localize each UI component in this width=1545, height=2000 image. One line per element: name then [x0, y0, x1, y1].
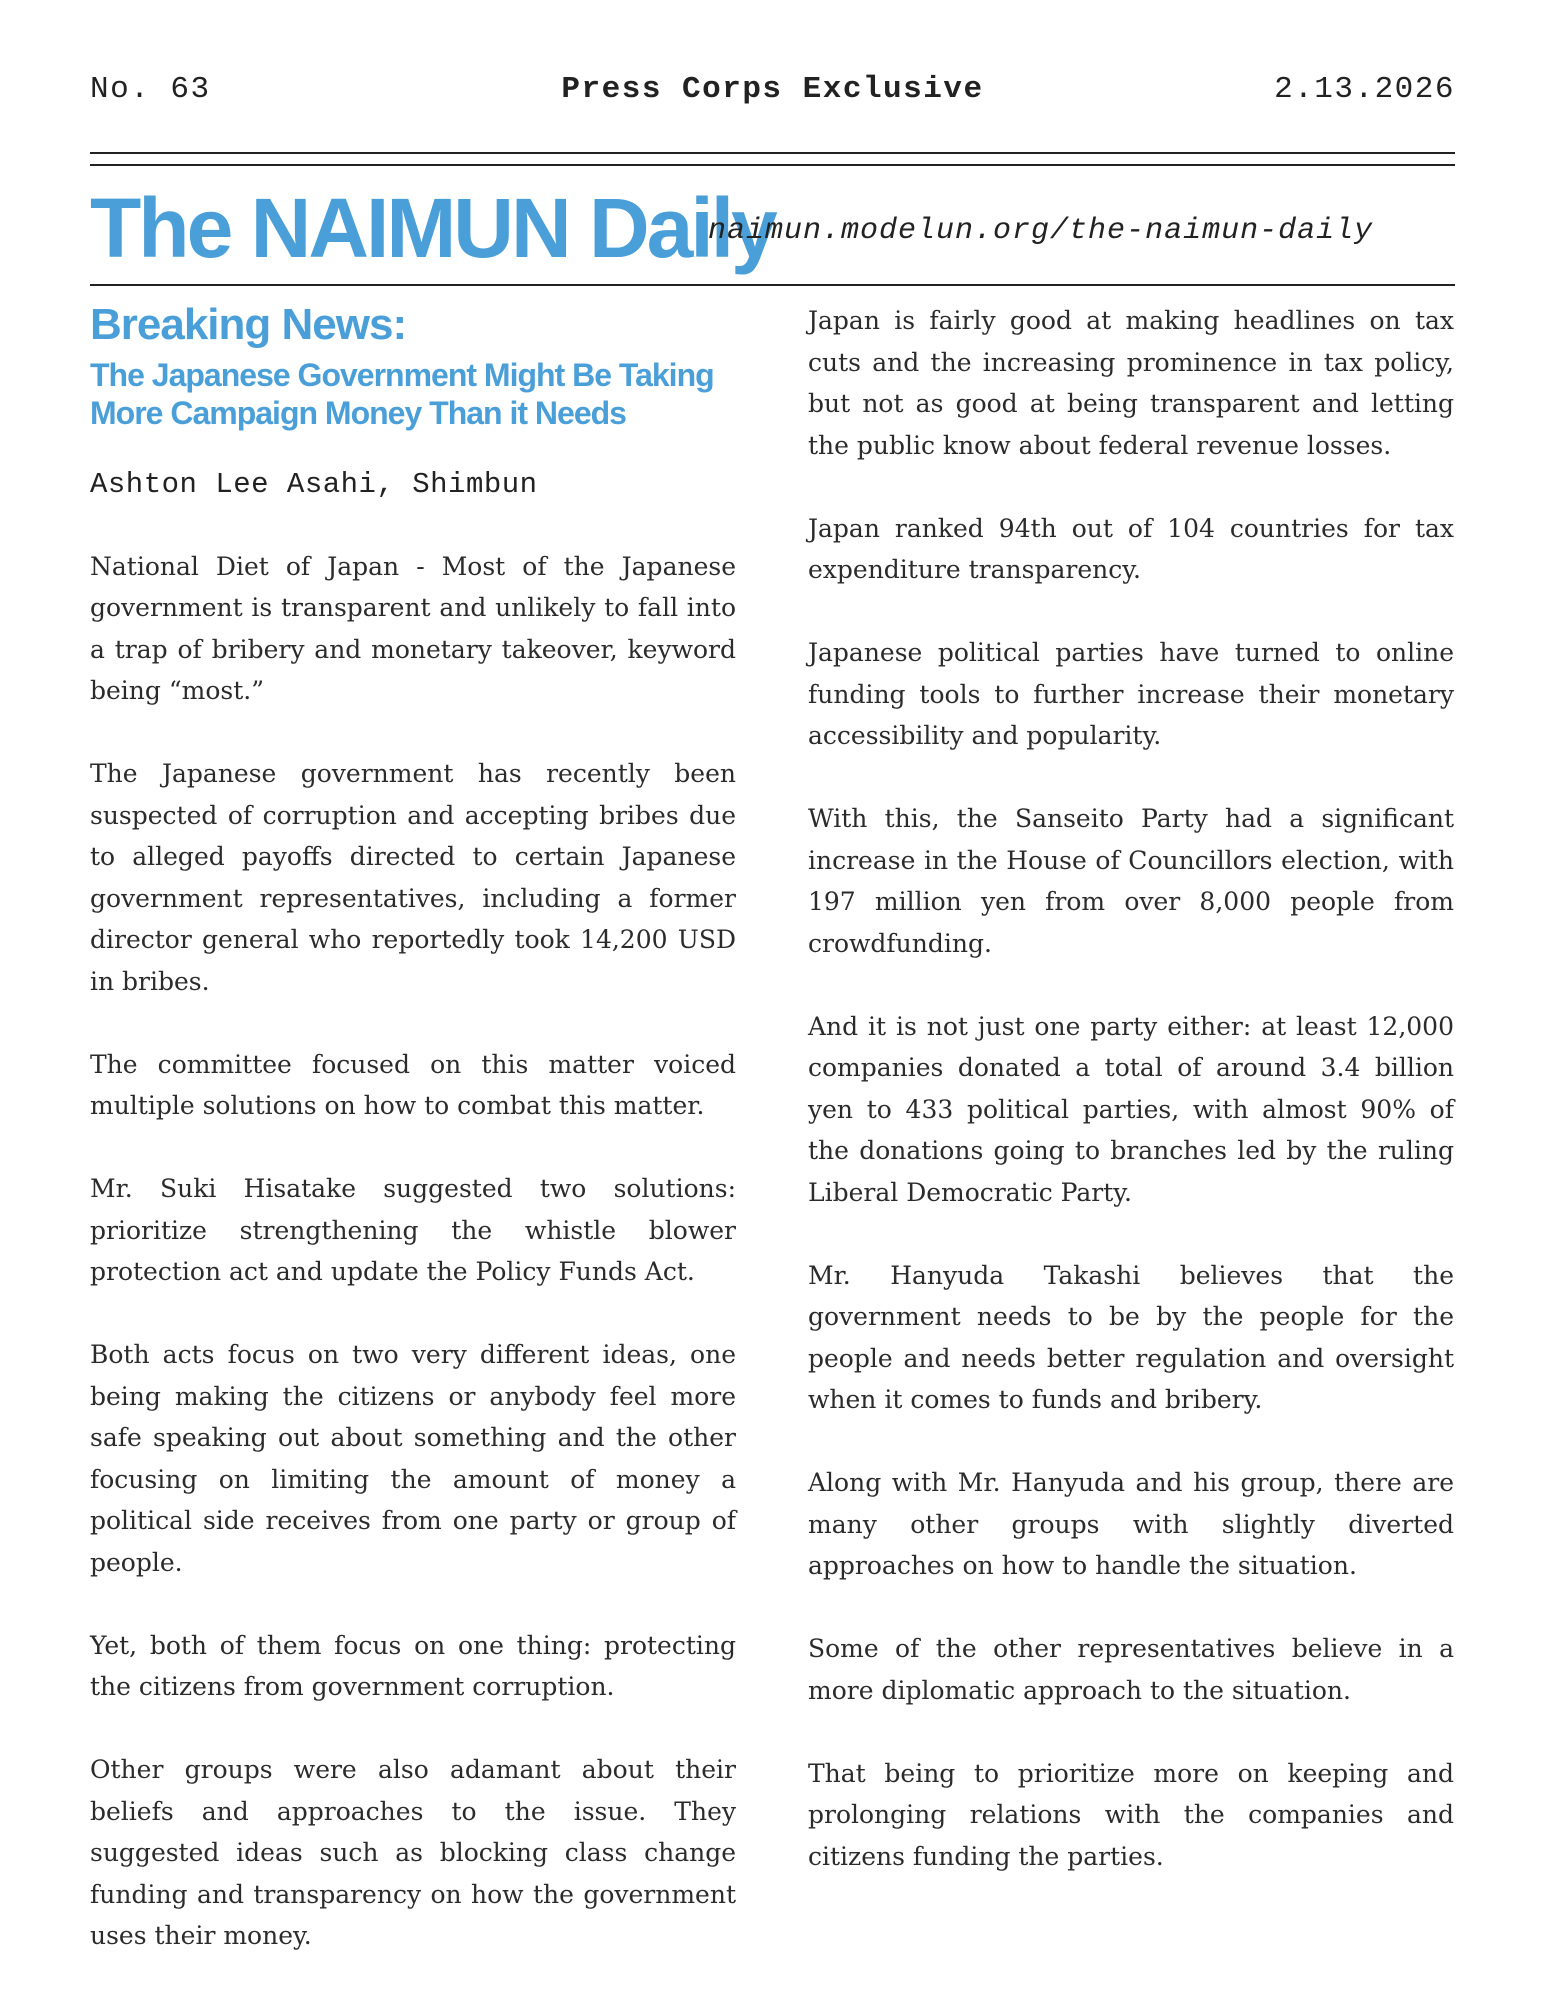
paragraph: The committee focused on this matter voiced multiple solutions on how to combat this matter.	[90, 1049, 736, 1120]
paragraph: Japan ranked 94th out of 104 countries for tax expenditure transparency.	[808, 513, 1454, 584]
issue-date: 2.13.2026	[1274, 72, 1455, 107]
top-divider	[90, 152, 1455, 154]
newspaper-title: The NAIMUN Daily	[90, 181, 775, 275]
left-column	[90, 300, 736, 1998]
paragraph: Other groups were also adamant about their beliefs and approaches to the issue. They suggested ideas such as blocking class change funding and transparency on how the government uses their money.	[90, 1755, 736, 1950]
paragraph: Some of the other representatives believe in a more diplomatic approach to the situation.	[808, 1634, 1454, 1705]
byline: Ashton Lee Asahi, Shimbun	[90, 468, 538, 501]
newspaper-page	[90, 0, 1455, 2000]
paragraph: With this, the Sanseito Party had a significant increase in the House of Councillors election, with 197 million yen from over 8,000 people from crowdfunding.	[808, 804, 1454, 958]
paragraph: And it is not just one party either: at least 12,000 companies donated a total of around 3.4 billion yen to 433 political parties, with almost 90% of the donations going to branches led by the ruling Liberal Democratic Party.	[808, 1011, 1454, 1207]
paragraph: Japan is fairly good at making headlines on tax cuts and the increasing prominence in tax policy, but not as good at being transparent and letting the public know about federal revenue losses.	[808, 306, 1454, 460]
paragraph: Yet, both of them focus on one thing: protecting the citizens from government corruption.	[90, 1630, 736, 1701]
newspaper-url: naimun.modelun.org/the-naimun-daily	[708, 214, 1374, 248]
paragraph: Mr. Suki Hisatake suggested two solutions: prioritize strengthening the whistle blower protection act and update the Policy Funds Act.	[90, 1174, 736, 1286]
right-column	[808, 300, 1454, 1919]
issue-bar	[90, 72, 1455, 112]
top-divider-double	[90, 164, 1455, 166]
section-label: Press Corps Exclusive	[561, 72, 984, 107]
paragraph: Mr. Hanyuda Takashi believes that the government needs to be by the people for the people and needs better regulation and oversight when it comes to funds and bribery.	[808, 1260, 1454, 1414]
paragraph: Along with Mr. Hanyuda and his group, there are many other groups with slightly diverted approaches on how to handle the situation.	[808, 1468, 1454, 1580]
masthead-divider	[90, 284, 1455, 286]
paragraph: Both acts focus on two very different ideas, one being making the citizens or anybody feel more safe speaking out about something and the other focusing on limiting the amount of money a political side receives from one party or group of people.	[90, 1340, 736, 1577]
masthead	[90, 178, 1455, 278]
subheadline: The Japanese Government Might Be Taking More Campaign Money Than it Needs	[90, 357, 714, 431]
headline: Breaking News:	[90, 300, 407, 349]
paragraph: The Japanese government has recently been suspected of corruption and accepting bribes due to alleged payoffs directed to certain Japanese government representatives, including a former director general who reportedly took 14,200 USD in bribes.	[90, 759, 736, 996]
paragraph: National Diet of Japan - Most of the Japanese government is transparent and unlikely to fall into a trap of bribery and monetary takeover, keyword being “most.”	[90, 551, 736, 705]
paragraph: That being to prioritize more on keeping and prolonging relations with the companies and citizens funding the parties.	[808, 1758, 1454, 1871]
paragraph: Japanese political parties have turned to online funding tools to further increase their monetary accessibility and popularity.	[808, 638, 1454, 750]
issue-number: No. 63	[90, 72, 211, 107]
